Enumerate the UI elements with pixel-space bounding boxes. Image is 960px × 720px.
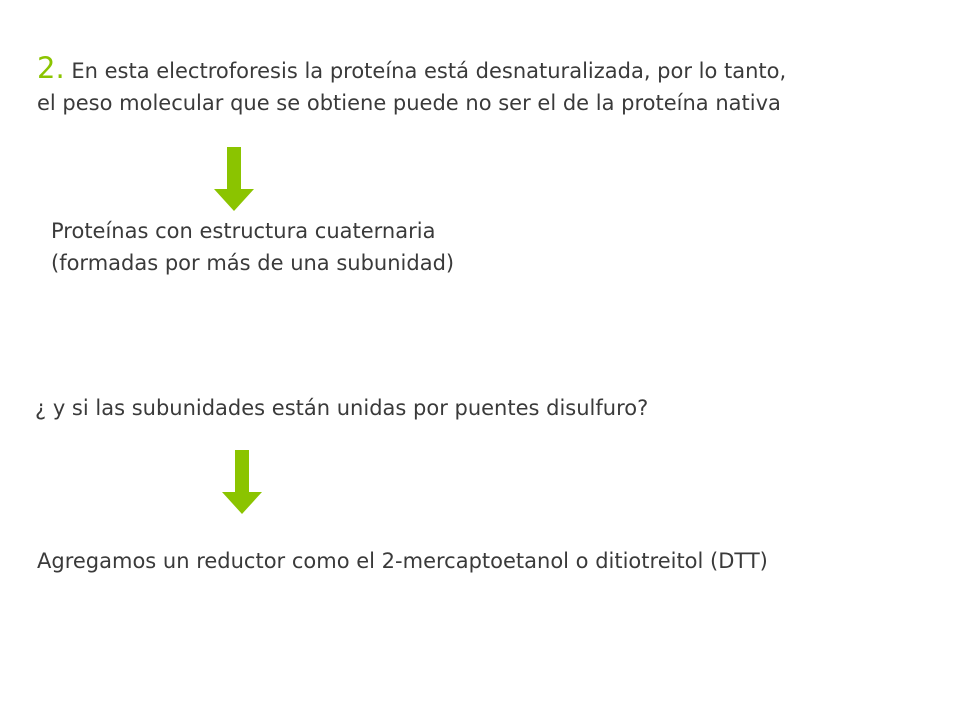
arrow-down-icon (214, 147, 254, 211)
heading-text (37, 52, 786, 119)
heading-number: 2. (37, 51, 65, 85)
reducer-text: Agregamos un reductor como el 2-mercaptoetanol o ditiotreitol (DTT) (37, 549, 768, 573)
heading-line-1-text: En esta electroforesis la proteína está desnaturalizada, por lo tanto, (64, 59, 787, 83)
arrow-down-icon (222, 450, 262, 514)
quaternary-line-2: (formadas por más de una subunidad) (51, 251, 455, 275)
disulfide-question: ¿ y si las subunidades están unidas por puentes disulfuro? (35, 396, 649, 420)
quaternary-line-1: Proteínas con estructura cuaternaria (51, 219, 436, 243)
heading-line-1 (37, 52, 786, 87)
heading-line-2: el peso molecular que se obtiene puede no ser el de la proteína nativa (37, 91, 781, 115)
quaternary-structure-text (51, 215, 454, 279)
